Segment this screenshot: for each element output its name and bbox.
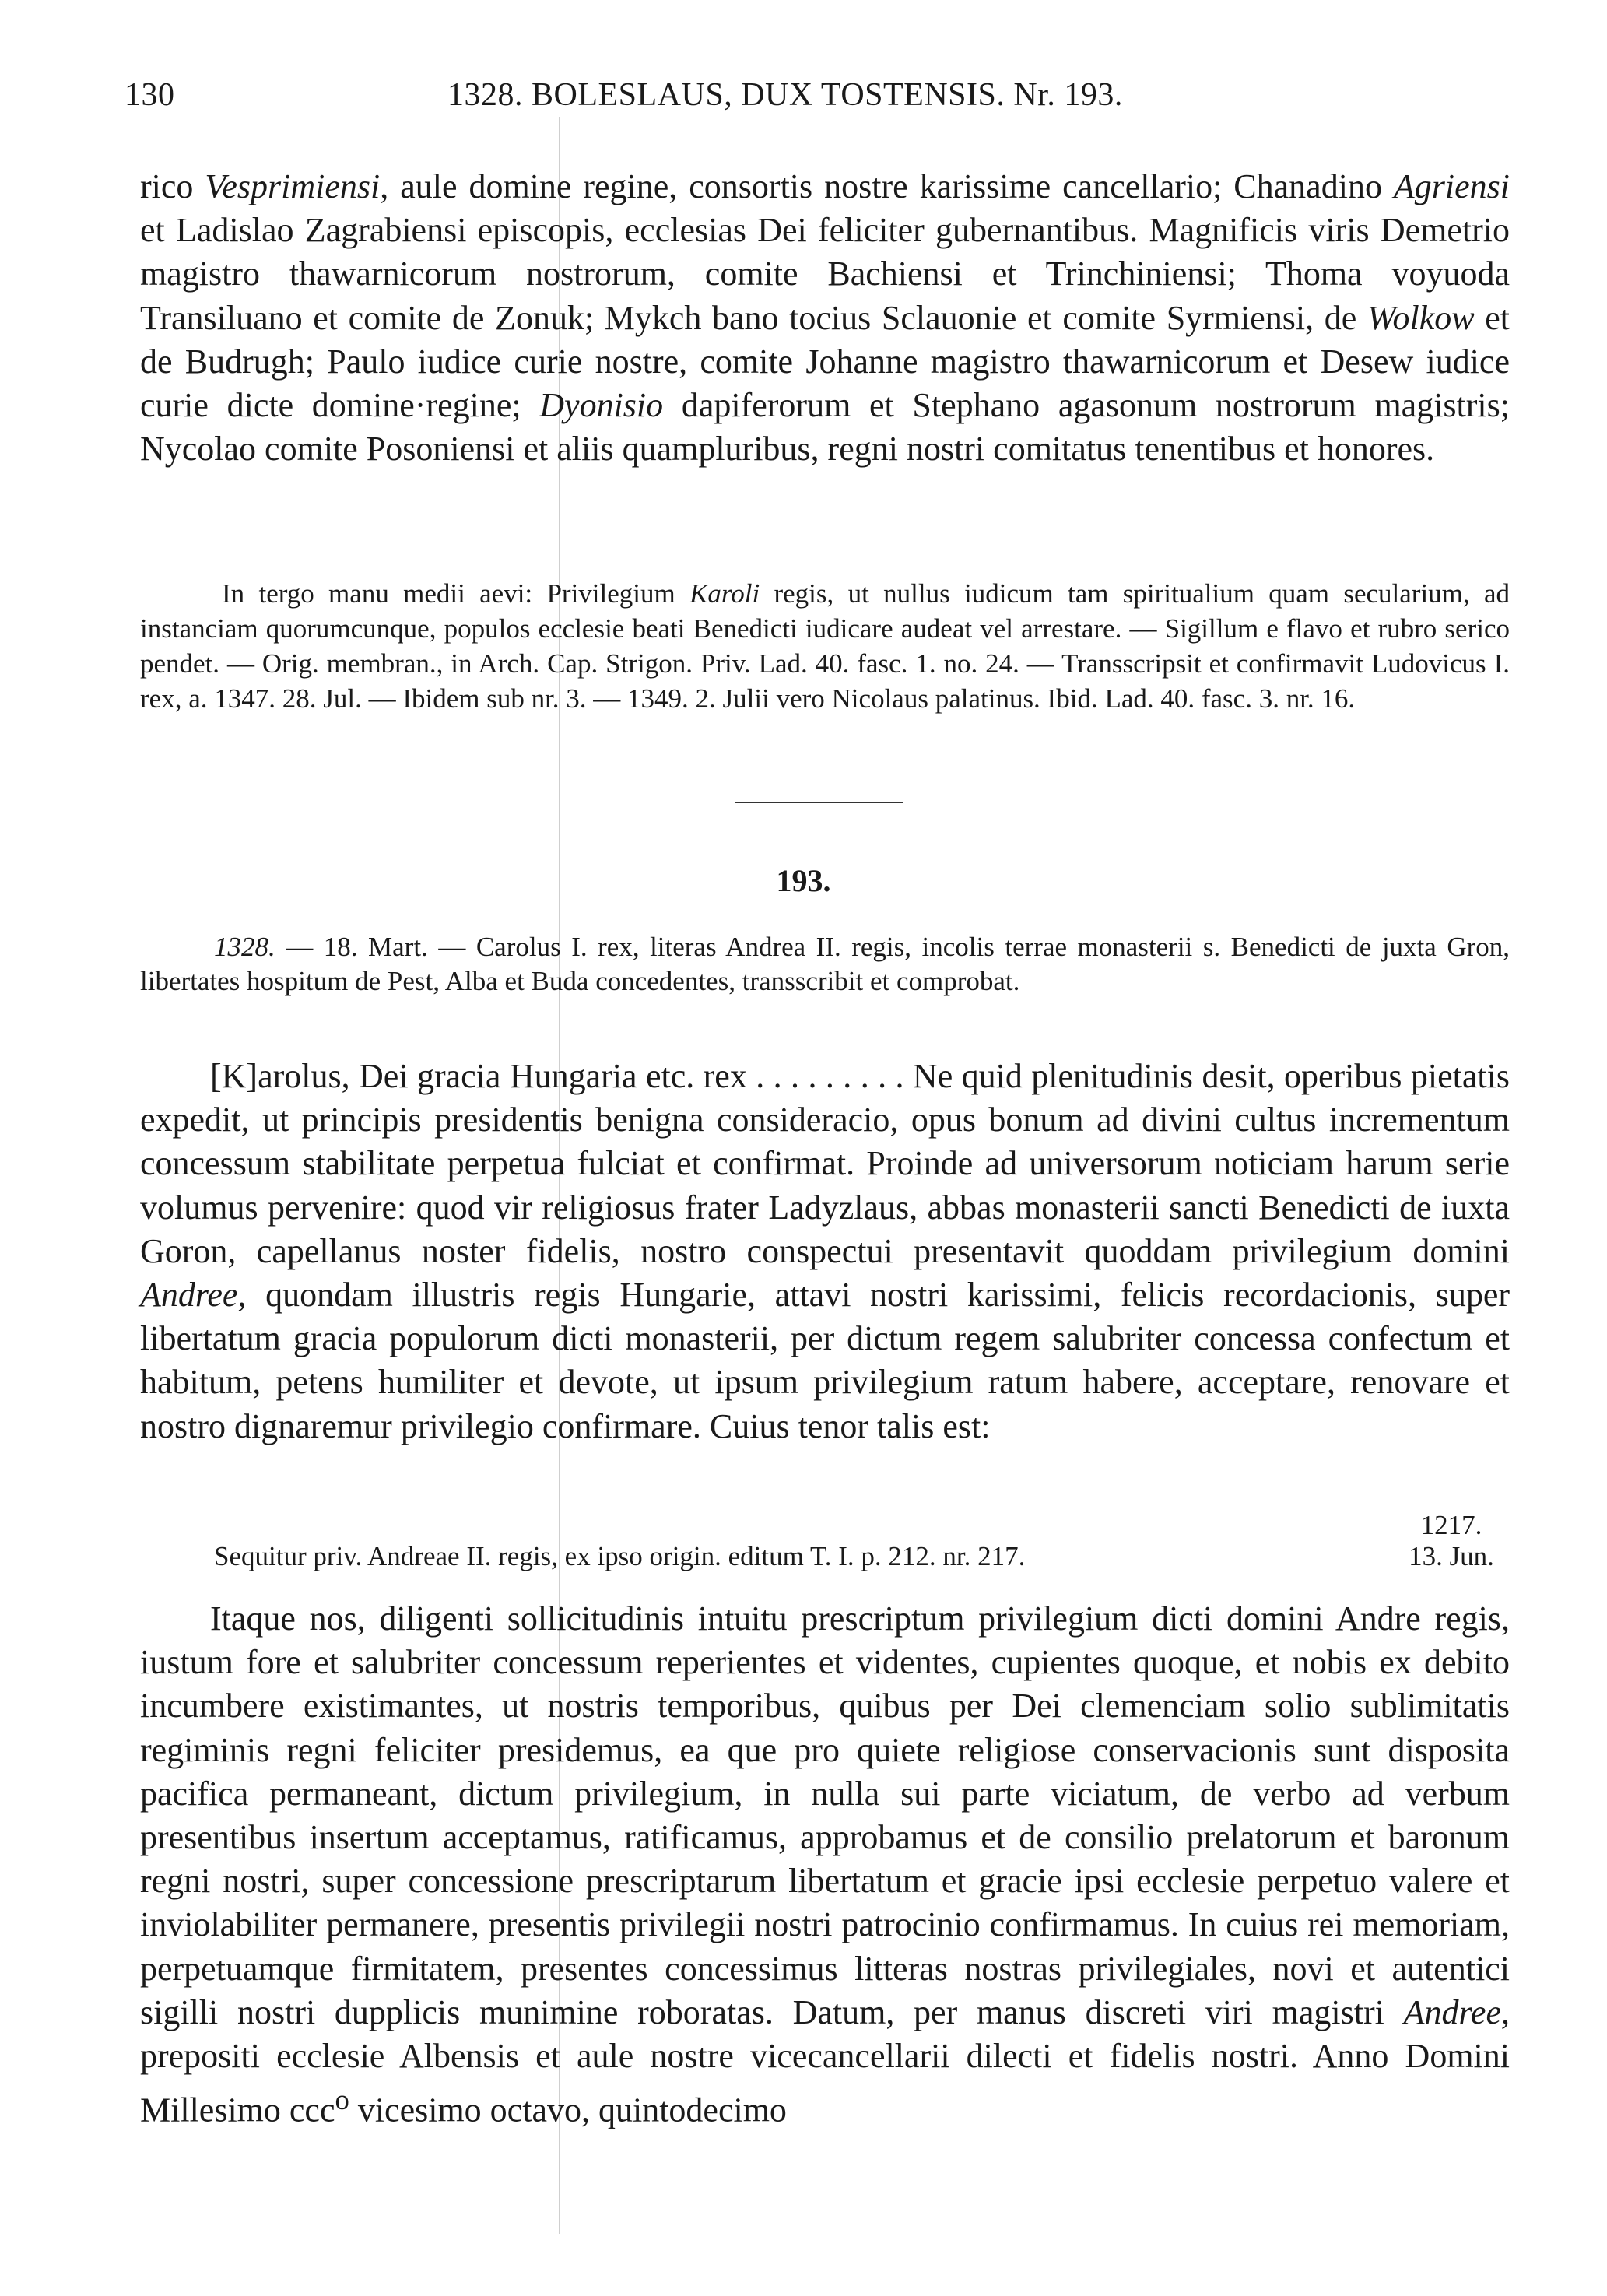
running-head	[125, 76, 1510, 123]
charter-confirmation-paragraph	[140, 1597, 1510, 2133]
text-run: — 18. Mart. — Carolus I. rex, literas Andrea II. regis, incolis terrae monasterii s. Benedicti de juxta Gron, libertates hospitum de Pest, Alba et Buda concedentes, transscribit et comprobat.	[140, 932, 1510, 996]
text-run: In tergo manu medii aevi: Privilegium	[222, 578, 690, 609]
text-run: prepositi ecclesie Albensis et aule nostre vicecancellarii dilecti et fidelis nostri. Anno Domini Millesimo ccc	[140, 2037, 1510, 2129]
continued-paragraph	[140, 165, 1510, 471]
text-run: rico	[140, 167, 205, 205]
italic-name: Wolkow	[1367, 298, 1475, 337]
charter-opening	[140, 1055, 1510, 1448]
section-divider	[735, 802, 903, 803]
text-run: et Ladislao Zagrabiensi episcopis, ecclesias Dei feliciter gubernantibus. Magnificis viris Demetrio magistro thawarnicorum nostrorum, comite Bachiensi et Trinchiniensi; Thoma voyuoda Transiluano et comite de Zonuk; Mykch bano tocius Sclauonie et comite Syrmiensi, de	[140, 211, 1510, 337]
charter-opening-paragraph	[140, 1055, 1510, 1448]
italic-name: Andree,	[140, 1276, 247, 1315]
sequitur-line	[140, 1510, 1510, 1580]
summary-date: 1328.	[214, 932, 275, 962]
sequitur-day: 13. Jun.	[1409, 1541, 1494, 1571]
sequitur-year: 1217.	[1420, 1510, 1482, 1540]
running-title: 1328. BOLESLAUS, DUX TOSTENSIS. Nr. 193.	[447, 77, 1123, 113]
document-summary	[140, 930, 1510, 999]
text-run: [K]arolus, Dei gracia Hungaria etc. rex . . . . . . . . . Ne quid plenitudinis desit, operibus pietatis expedit, ut principis presidentis benigna consideracio, opus bonum ad divini cultus incrementum concessum stabilitate perpetua fulciat et confirmat. Proinde ad universorum noticiam harum serie volumus pervenire: quod vir religiosus frater Ladyzlaus, abbas monasterii sancti Benedicti de iuxta Goron, capellanus noster fidelis, nostro conspectui presentavit quoddam privilegium domini	[140, 1057, 1510, 1270]
continued-text	[140, 165, 1510, 471]
italic-name: Dyonisio	[539, 386, 664, 425]
sequitur-text: Sequitur priv. Andreae II. regis, ex ipso origin. editum T. I. p. 212. nr. 217.	[214, 1541, 1026, 1571]
sequitur-date	[1393, 1510, 1510, 1572]
text-run: quondam illustris regis Hungarie, attavi nostri karissimi, felicis recordacionis, super libertatum gracia populorum dicti monasterii, per dictum regem salubriter concessa confectum et habitum, petens humiliter et devote, ut ipsum privilegium ratum habere, acceptare, renovare et nostro dignaremur privilegio confirmare. Cuius tenor talis est:	[140, 1276, 1510, 1445]
text-run: Itaque nos, diligenti sollicitudinis intuitu prescriptum privilegium dicti domini Andre regis, iustum fore et salubriter concessum reperientes et videntes, cupientes quoque, et nobis ex debito incumbere existimantes, ut nostris temporibus, quibus per Dei clemenciam solio sublimitatis regiminis regni feliciter presidemus, ea que pro quiete religiose conservacionis sunt disposita pacifica permaneant, dictum privilegium, in nulla sui parte viciatum, de verbo ad verbum presentibus insertum acceptamus, ratificamus, approbamus et de consilio prelatorum et baronum regni nostri, super concessione prescriptarum libertatum et gracie ipsi ecclesie perpetuo valere et inviolabiliter permanere, presentis privilegii nostri patrocinio confirmamus. In cuius rei memoriam, perpetuamque firmitatem, presentes concessimus litteras nostras privilegiales, novi et autentici sigilli nostri dupplicis munimine roboratas. Datum, per manus discreti viri magistri	[140, 1599, 1510, 2031]
archival-note	[140, 576, 1510, 716]
charter-confirmation	[140, 1597, 1510, 2133]
text-run: dapiferorum et Stephano agasonum nostrorum magistris; Nycolao comite Posoniensi et aliis quampluribus, regni nostri comitatus tenentibus et honores.	[140, 386, 1511, 469]
document-number: 193.	[776, 863, 831, 898]
text-run: vicesimo octavo, quintodecimo	[349, 2091, 787, 2129]
text-run: regis, ut nullus iudicum tam spiritualium quam secularium, ad instanciam quorumcunque, populos ecclesie beati Benedicti iudicare audeat vel arrestare. — Sigillum e flavo et rubro serico pendet. — Orig. membran., in Arch. Cap. Strigon. Priv. Lad. 40. fasc. 1. no. 24. — Transscripsit et confirmavit Ludovicus I. rex, a. 1347. 28. Jul. — Ibidem sub nr. 3. — 1349. 2. Julii vero Nicolaus palatinus. Ibid. Lad. 40. fasc. 3. nr. 16.	[140, 578, 1510, 714]
italic-name: Agriensi	[1393, 167, 1510, 205]
italic-name: Karoli	[689, 578, 760, 609]
superscript-o: o	[335, 2084, 349, 2116]
italic-name: Vesprimiensi	[205, 167, 381, 205]
italic-name: Andree,	[1403, 1992, 1510, 2031]
page-number: 130	[125, 77, 175, 113]
text-run: , aule domine regine, consortis nostre karissime cancellario; Chanadino	[380, 167, 1394, 205]
summary-paragraph	[140, 930, 1510, 999]
archival-note-paragraph	[140, 576, 1510, 716]
text-run: et de Budrugh; Paulo iudice curie nostre, comite Johanne magistro thawarnicorum et Desew iudice curie dicte domine·regine;	[140, 298, 1510, 425]
